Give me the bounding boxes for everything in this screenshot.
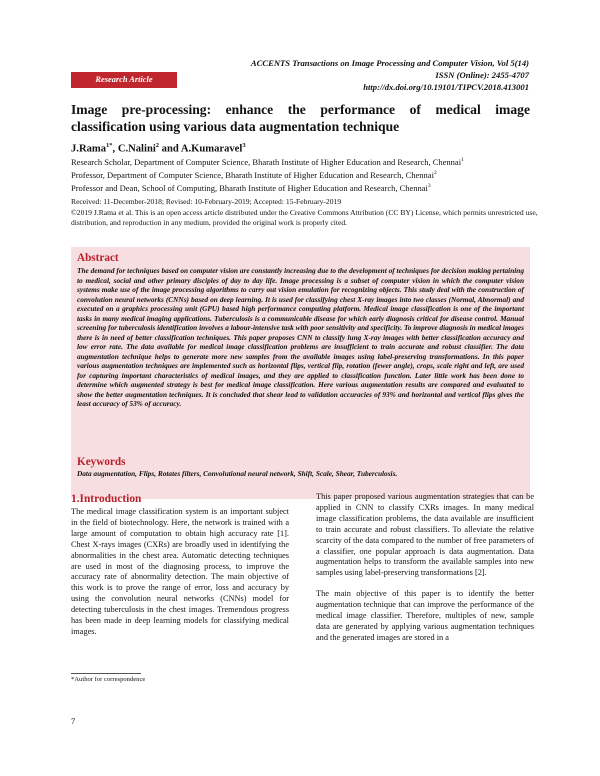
author-name: A.Kumaravel [180, 143, 243, 155]
affiliations [71, 155, 541, 193]
paper-title: Image pre-processing: enhance the performance of medical image classification using various data augmentation technique [71, 102, 530, 134]
correspondence-footnote: *Author for correspondence [71, 676, 146, 683]
paragraph: The main objective of this paper is to identify the better augmentation technique that can improve the performance of the medical image classifier. Therefore, multiples of new, sample data are generated by applying various augmentation techniques and the generated images are stored in a [316, 589, 534, 642]
author-separator: and [159, 143, 181, 155]
keywords-box [71, 455, 530, 484]
paragraph: This paper proposed various augmentation strategies that can be applied in CNN to classify CXRs images. In many medical image classification problems, the data available are insufficient to train accurate and robust classifiers. To alleviate the relative scarcity of the data compared to the number of free parameters of a classifier, one popular approach is data augmentation. Data augmentation helps to transform the available samples into new samples using label-preserving transformations [2]. [316, 492, 534, 578]
page-number: 7 [71, 717, 76, 726]
abstract-text: The demand for techniques based on computer vision are constantly increasing due to the development of techniques for decision making pertaining to medical, social and other primary disciples of day to day life. Image processing is a subset of computer vision in which the computer vision systems make use of the image processing algorithms to carry out vision emulation for recognizing objects. This study deal with the construction of convolution neural networks (CNNs) based on deep learning. It is used for classifying chest X-ray images into two classes (Normal, Abnormal) and executed on a graphics processing unit (GPU) based high performance computing platform. Medical image classification is one of the important tasks in many medical imaging applications. Tuberculosis is a communicable disease for which early diagnosis critical for disease control. Manual screening for tuberculosis identification involves a labour-intensive task with poor sensitivity and specificity. To improve diagnosis in medical images there is in need of better classification techniques. This paper proposes CNN to classify lung X-ray images with better classification accuracy and low error rate. The data available for medical image classification problems are insufficient to train accurate and robust classifier. The data augmentation technique helps to generate more new samples from the available images using label-preserving transformations. In this paper various augmentation techniques are implemented such as horizontal flips, vertical flip, rotation (fewer angle), crops, scale right and left, are used for capturing important characteristics of medical images, and they are applied to classification function. Later little work has been done to determine which augmented strategy is best for medical image classification. Here various augmentation results are compared and evaluated to show the better augmentation techniques. It is concluded that shear lead to validation accuracies of 93% and horizontal and vertical flips gives the least accuracy of 53% of accuracy. [77, 266, 524, 408]
author-list [71, 142, 246, 155]
footnote-rule [71, 673, 141, 674]
article-type-badge: Research Article [71, 72, 177, 88]
author-affil-mark: 1* [106, 142, 113, 149]
license-notice: ©2019 J.Rama et al. This is an open access article distributed under the Creative Commons Attribution (CC BY) License, which permits unrestricted use, distribution, and reproduction in any medium, provided the original work is properly cited. [71, 207, 538, 227]
journal-name: ACCENTS Transactions on Image Processing and Computer Vision, Vol 5(14) [250, 58, 529, 68]
journal-info [199, 57, 529, 93]
affiliation: Professor, Department of Computer Science, Bharath Institute of Higher Education and Research, Chennai$^2$ [71, 169, 437, 180]
section-heading: 1.Introduction [71, 493, 142, 505]
author-separator: , [112, 143, 118, 155]
abstract-heading: Abstract [77, 252, 119, 264]
author-name: J.Rama [71, 143, 107, 155]
journal-issn: ISSN (Online): 2455-4707 [435, 70, 529, 80]
publication-info [71, 197, 541, 229]
right-column [316, 492, 534, 644]
paragraph: The medical image classification system is an important subject in the field of biotechnology. Here, the network is trained with a large amount of computation to obtain high accuracy rate [1]. Chest X-rays images (CXRs) are broadly used in identifying the abnormalities in the chest area. Automatic detecting techniques are used in most of the diagnosing process, to improve the accuracy rate of abnormality detection. The main objective of this work is to prove the range of error, loss and accuracy by using the convolution neural networks (CNNs) model for detecting tuberculosis in the chest images. Tremendous progress has been made in deep learning models for classifying medical images. [71, 507, 289, 636]
keywords-heading: Keywords [77, 456, 126, 468]
author-name: C.Nalini [117, 143, 156, 155]
submission-dates: Received: 11-December-2018; Revised: 10-February-2019; Accepted: 15-February-2019 [71, 197, 342, 206]
affiliation: Professor and Dean, School of Computing, Bharath Institute of Higher Education and Research, Chennai$^3$ [71, 182, 431, 193]
keywords-text: Data augmentation, Flips, Rotates filters, Convolutional neural network, Shift, Scale, Shear, Tuberculosis. [77, 469, 398, 478]
author-affil-mark: 3 [242, 142, 246, 149]
left-column [71, 492, 289, 638]
author-affil-mark: 2 [155, 142, 160, 149]
affiliation: Research Scholar, Department of Computer Science, Bharath Institute of Higher Education and Research, Chennai$^1$ [71, 156, 464, 167]
journal-doi[interactable]: http://dx.doi.org/10.19101/TIPCV.2018.413001 [363, 82, 529, 92]
